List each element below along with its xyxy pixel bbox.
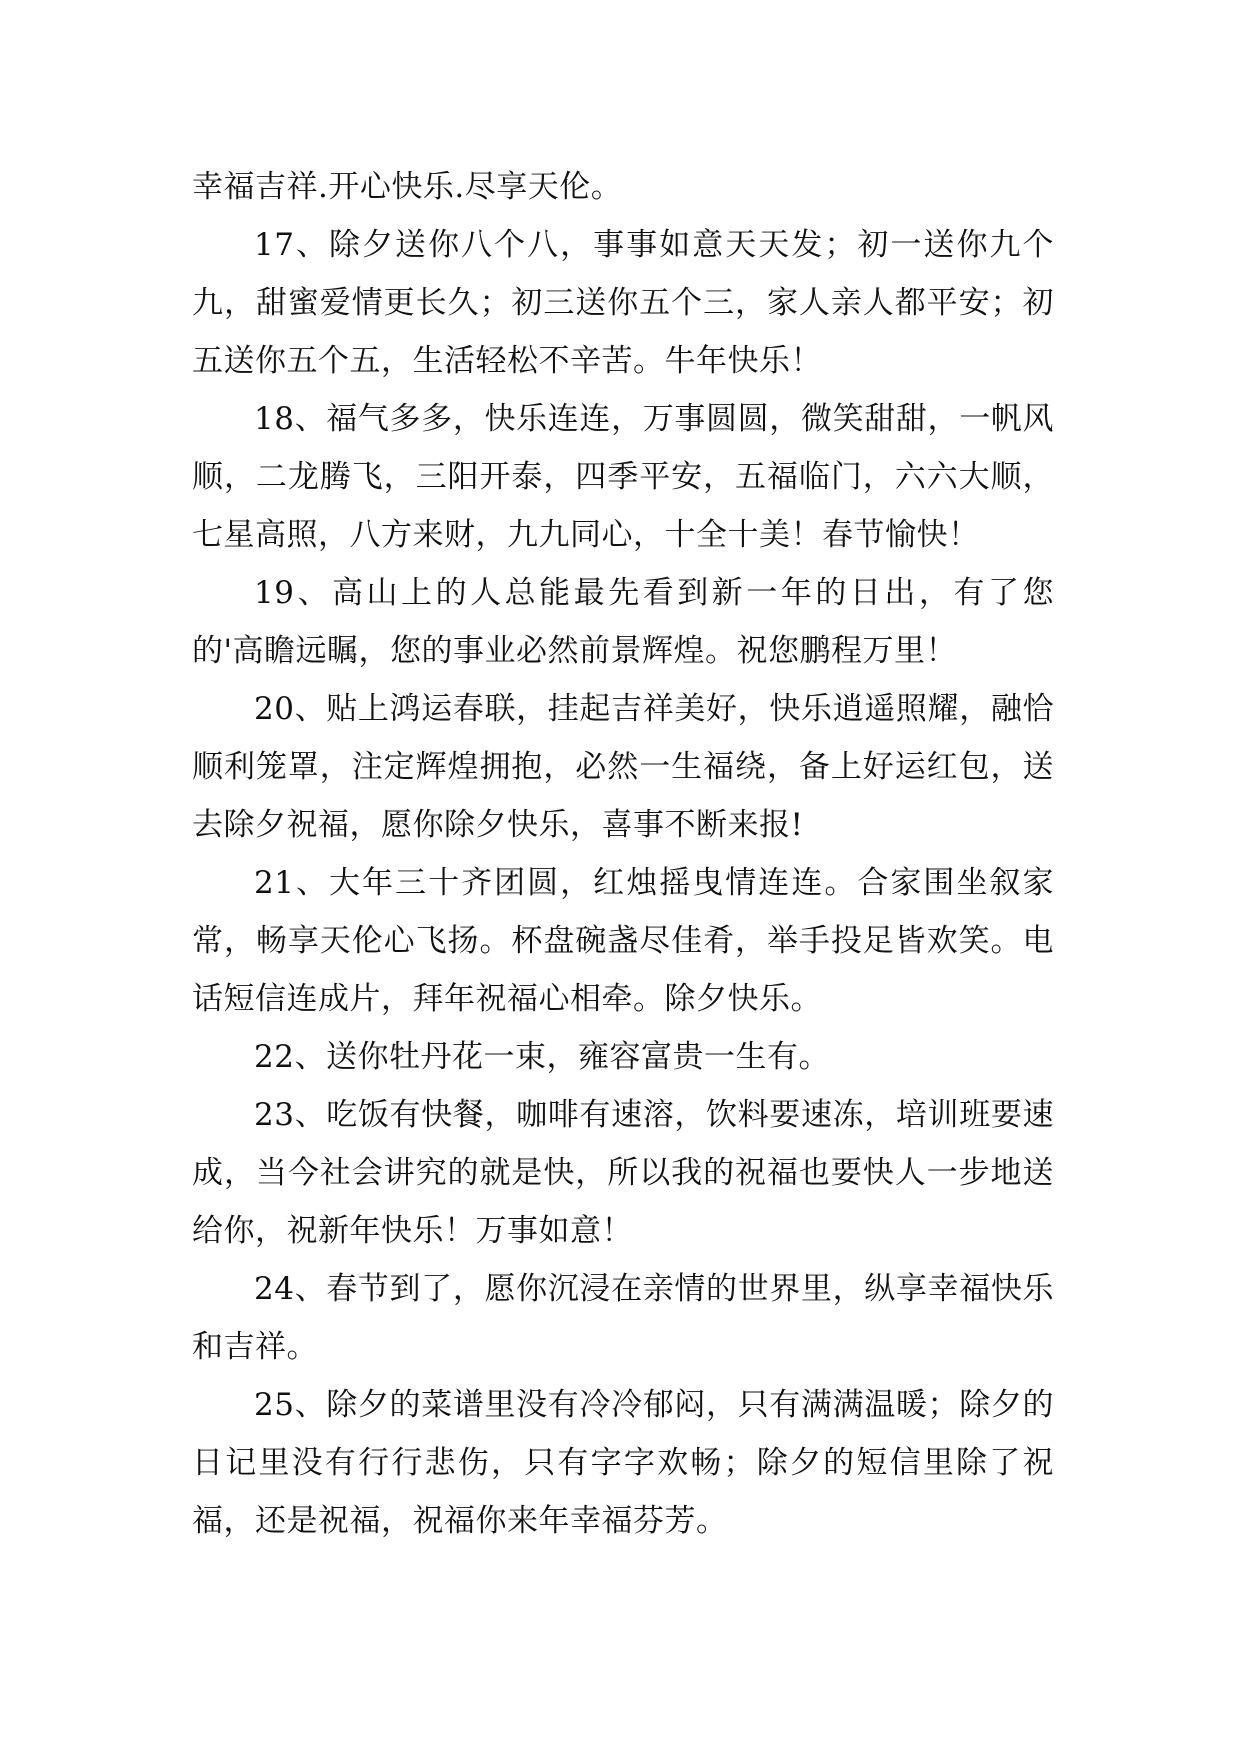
paragraph-23: 23、吃饭有快餐，咖啡有速溶，饮料要速冻，培训班要速成，当今社会讲究的就是快，所以我的祝福也要快人一步地送给你，祝新年快乐！万事如意！ [192,1097,1054,1249]
paragraph-22: 22、送你牡丹花一束，雍容富贵一生有。 [254,1039,830,1075]
paragraph-24: 24、春节到了，愿你沉浸在亲情的世界里，纵享幸福快乐和吉祥。 [192,1271,1054,1365]
document-body [192,158,1054,1550]
paragraph-18: 18、福气多多，快乐连连，万事圆圆，微笑甜甜，一帆风顺，二龙腾飞，三阳开泰，四季平安，五福临门，六六大顺，七星高照，八方来财，九九同心，十全十美！春节愉快！ [192,401,1054,553]
paragraph-20: 20、贴上鸿运春联，挂起吉祥美好，快乐逍遥照耀，融恰顺利笼罩，注定辉煌拥抱，必然一生福绕，备上好运红包，送去除夕祝福，愿你除夕快乐，喜事不断来报! [192,691,1054,843]
paragraph-continuation: 幸福吉祥.开心快乐.尽享天伦。 [192,169,623,205]
paragraph-17: 17、除夕送你八个八，事事如意天天发；初一送你九个九，甜蜜爱情更长久；初三送你五个三，家人亲人都平安；初五送你五个五，生活轻松不辛苦。牛年快乐！ [192,227,1054,379]
paragraph-25: 25、除夕的菜谱里没有冷冷郁闷，只有满满温暖；除夕的日记里没有行行悲伤，只有字字欢畅；除夕的短信里除了祝福，还是祝福，祝福你来年幸福芬芳。 [192,1387,1054,1539]
paragraph-19: 19、高山上的人总能最先看到新一年的日出，有了您的'高瞻远瞩，您的事业必然前景辉煌。祝您鹏程万里！ [192,575,1054,669]
paragraph-21: 21、大年三十齐团圆，红烛摇曳情连连。合家围坐叙家常，畅享天伦心飞扬。杯盘碗盏尽佳肴，举手投足皆欢笑。电话短信连成片，拜年祝福心相牵。除夕快乐。 [192,865,1054,1017]
